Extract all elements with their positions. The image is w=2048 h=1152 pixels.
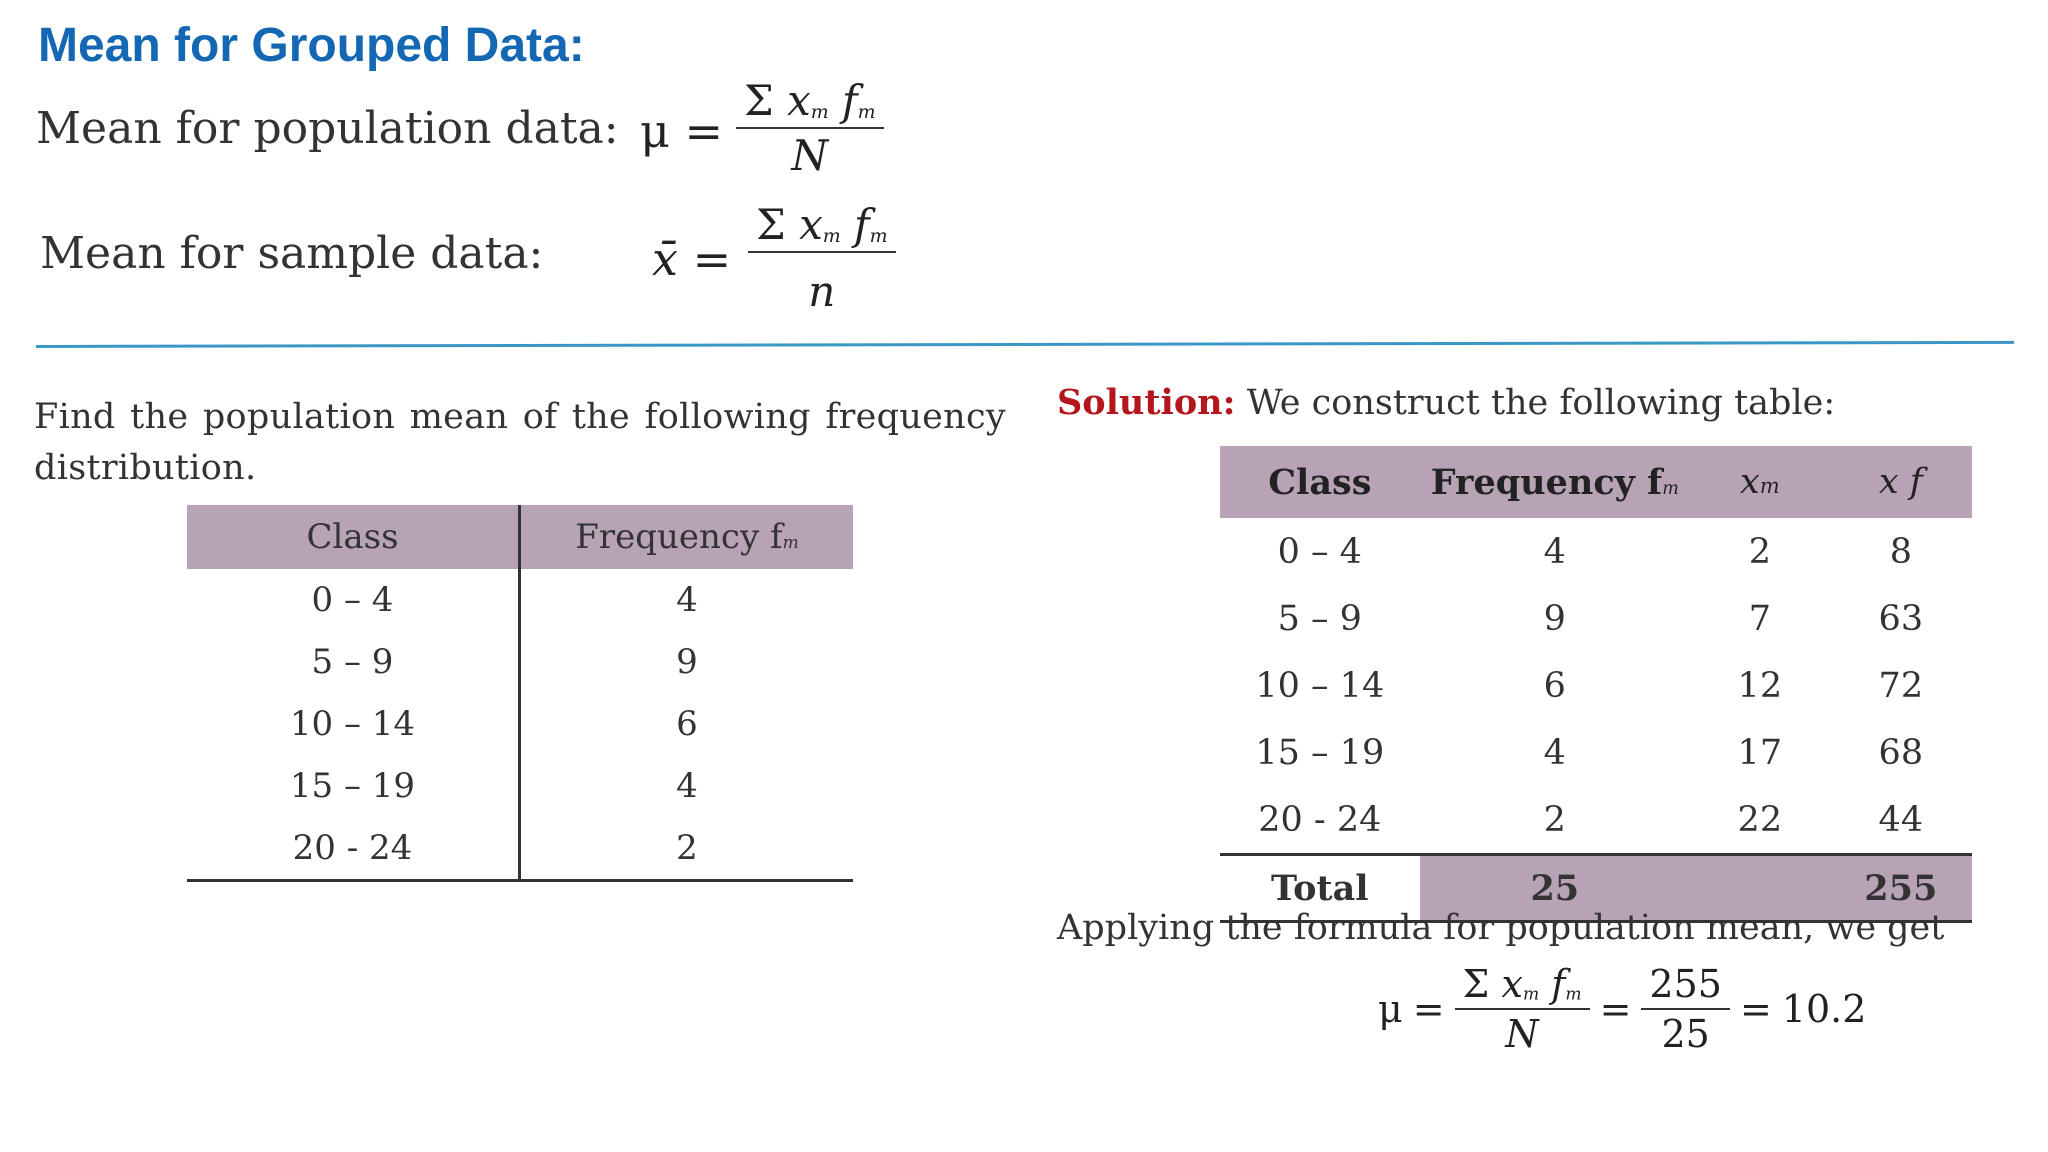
- solution-text: We construct the following table:: [1246, 383, 1836, 423]
- product-header: x f: [1830, 446, 1972, 518]
- midpoint-cell: 2: [1748, 531, 1771, 572]
- class-header: Class: [1220, 446, 1420, 518]
- table-row: [1220, 518, 1972, 585]
- final-equals-1: =: [1412, 987, 1445, 1031]
- table-row: [1220, 786, 1972, 855]
- total-product: 255: [1830, 855, 1972, 922]
- table-row: [187, 755, 853, 817]
- product-cell: 72: [1878, 665, 1924, 706]
- frequency-cell: 4: [676, 580, 698, 620]
- frequency-header: Frequency fm: [520, 505, 854, 569]
- class-cell: 10 – 14: [1255, 665, 1385, 706]
- class-cell: 0 – 4: [187, 569, 520, 631]
- table-header-row: [1220, 446, 1972, 518]
- solution-label: Solution:: [1057, 382, 1236, 423]
- frequency-cell: 6: [1543, 665, 1566, 706]
- population-mean-symbol: μ =: [640, 104, 724, 158]
- table-row: [187, 631, 853, 693]
- midpoint-header: xm: [1690, 446, 1830, 518]
- final-formula-denominator: N: [1505, 1012, 1539, 1056]
- population-formula-label: Mean for population data:: [36, 103, 619, 154]
- product-cell: 63: [1878, 598, 1924, 639]
- final-numeric-fraction: [1641, 962, 1730, 1056]
- page-title: Mean for Grouped Data:: [38, 19, 585, 72]
- final-formula-fraction: [1455, 962, 1590, 1056]
- midpoint-cell: 7: [1748, 598, 1771, 639]
- frequency-cell: 4: [676, 766, 698, 806]
- midpoint-cell: 17: [1737, 732, 1783, 773]
- class-header: Class: [187, 505, 520, 569]
- table-row: [1220, 652, 1972, 719]
- midpoint-cell: 22: [1737, 799, 1783, 840]
- class-cell: 20 - 24: [187, 817, 520, 881]
- table-row: [1220, 719, 1972, 786]
- frequency-header: Frequency fm: [1420, 446, 1690, 518]
- total-label: Total: [1220, 855, 1420, 922]
- population-formula-denominator: N: [791, 131, 829, 180]
- table-header-row: [187, 505, 853, 569]
- frequency-table: [187, 505, 853, 882]
- frequency-cell: 4: [1543, 531, 1566, 572]
- table-row: [1220, 585, 1972, 652]
- table-row: [187, 693, 853, 755]
- sample-formula-label: Mean for sample data:: [40, 228, 544, 279]
- class-cell: 5 – 9: [187, 631, 520, 693]
- final-numeric-numerator: 255: [1641, 962, 1730, 1010]
- population-formula-fraction: [736, 76, 884, 180]
- class-cell: 20 - 24: [1258, 799, 1382, 840]
- class-cell: 15 – 19: [187, 755, 520, 817]
- final-mu-symbol: μ: [1378, 987, 1403, 1031]
- midpoint-cell: 12: [1737, 665, 1783, 706]
- frequency-cell: 9: [1543, 598, 1566, 639]
- sample-mean-symbol: x̄ =: [652, 232, 732, 286]
- problem-statement: Find the population mean of the following frequency distribution.: [34, 397, 1006, 488]
- class-cell: 5 – 9: [1277, 598, 1362, 639]
- sample-formula-denominator: n: [808, 267, 836, 316]
- product-cell: 68: [1878, 732, 1924, 773]
- table-row: [187, 569, 853, 631]
- section-divider: [36, 341, 2014, 348]
- frequency-cell: 6: [676, 704, 698, 744]
- population-formula-numerator: Σ xm fm: [736, 76, 884, 129]
- final-formula-numerator: Σ xm fm: [1455, 962, 1590, 1010]
- sample-formula-fraction: [748, 200, 896, 316]
- final-formula: [1378, 962, 1866, 1056]
- solution-intro: [1057, 382, 1835, 423]
- table-row: [187, 817, 853, 881]
- total-frequency: 25: [1420, 855, 1690, 922]
- frequency-cell: 2: [520, 817, 854, 881]
- sample-formula-numerator: Σ xm fm: [748, 200, 896, 253]
- final-result: 10.2: [1781, 987, 1867, 1031]
- class-cell: 0 – 4: [1277, 531, 1362, 572]
- solution-table: [1220, 446, 1972, 923]
- product-cell: 8: [1889, 531, 1912, 572]
- final-equals-3: =: [1739, 987, 1772, 1031]
- class-cell: 15 – 19: [1255, 732, 1385, 773]
- frequency-cell: 9: [676, 642, 698, 682]
- frequency-cell: 4: [1543, 732, 1566, 773]
- frequency-cell: 2: [1543, 799, 1566, 840]
- applying-text: Applying the formula for population mean, we get: [1057, 908, 1945, 948]
- class-cell: 10 – 14: [187, 693, 520, 755]
- product-cell: 44: [1878, 799, 1924, 840]
- final-equals-2: =: [1599, 987, 1632, 1031]
- final-numeric-denominator: 25: [1661, 1012, 1710, 1056]
